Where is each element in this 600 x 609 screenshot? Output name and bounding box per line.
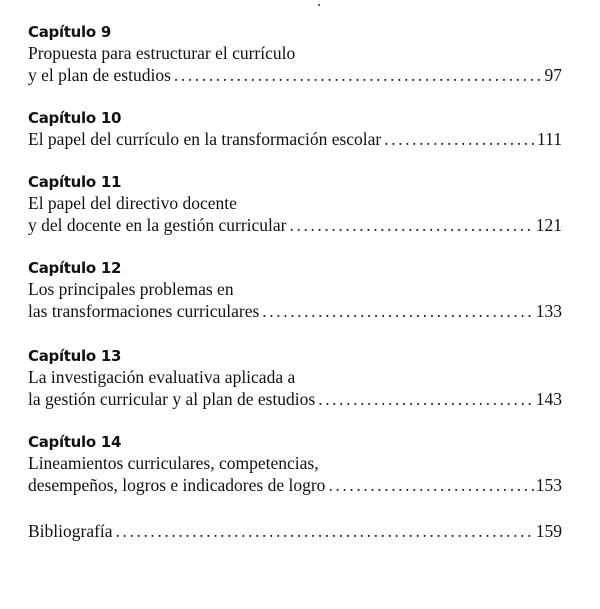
chapter-title-line: Los principales problemas en — [28, 279, 234, 299]
page-number: 153 — [535, 475, 562, 495]
toc-entry-chapter-13[interactable] — [28, 346, 562, 410]
page-number: 121 — [535, 215, 562, 235]
chapter-title-line: La investigación evaluativa aplicada a — [28, 367, 296, 387]
chapter-title-last-line — [28, 128, 562, 150]
chapter-title-line: Lineamientos curriculares, competencias, — [28, 453, 319, 473]
page-number: 111 — [537, 129, 562, 149]
chapter-label: Capítulo 14 — [28, 433, 122, 451]
dot-leader — [318, 388, 534, 410]
page-number: 133 — [535, 301, 562, 321]
scan-speck — [318, 4, 320, 6]
chapter-label: Capítulo 11 — [28, 173, 122, 191]
chapter-title-text: desempeños, logros e indicadores de logro — [28, 475, 326, 495]
bibliography-text: Bibliografía — [28, 521, 113, 541]
chapter-title-last-line — [28, 214, 562, 236]
chapter-title-text: El papel del currículo en la transformación escolar — [28, 129, 382, 149]
page-number: 159 — [535, 521, 562, 541]
chapter-label: Capítulo 10 — [28, 109, 122, 127]
dot-leader — [262, 300, 533, 322]
chapter-label: Capítulo 12 — [28, 259, 122, 277]
dot-leader — [116, 520, 534, 542]
table-of-contents — [28, 22, 562, 542]
chapter-title-text: las transformaciones curriculares — [28, 301, 260, 321]
chapter-title-text: y el plan de estudios — [28, 65, 171, 85]
chapter-title-text: y del docente en la gestión curricular — [28, 215, 287, 235]
chapter-title-last-line — [28, 300, 562, 322]
toc-entry-chapter-12[interactable] — [28, 258, 562, 322]
dot-leader — [328, 474, 533, 496]
page-number: 143 — [535, 389, 562, 409]
dot-leader — [290, 214, 534, 236]
toc-entry-chapter-10[interactable] — [28, 108, 562, 150]
chapter-label: Capítulo 9 — [28, 23, 111, 41]
page-number: 97 — [544, 65, 562, 85]
dot-leader — [174, 64, 543, 86]
chapter-title-text: la gestión curricular y al plan de estudios — [28, 389, 316, 409]
chapter-title-last-line — [28, 474, 562, 496]
chapter-title-last-line — [28, 64, 562, 86]
toc-entry-bibliography[interactable] — [28, 520, 562, 542]
bibliography-line — [28, 520, 562, 542]
chapter-label: Capítulo 13 — [28, 347, 122, 365]
chapter-title-last-line — [28, 388, 562, 410]
toc-entry-chapter-14[interactable] — [28, 432, 562, 496]
dot-leader — [384, 128, 535, 150]
chapter-title-line: El papel del directivo docente — [28, 193, 237, 213]
toc-entry-chapter-11[interactable] — [28, 172, 562, 236]
chapter-title-line: Propuesta para estructurar el currículo — [28, 43, 296, 63]
toc-entry-chapter-9[interactable] — [28, 22, 562, 86]
